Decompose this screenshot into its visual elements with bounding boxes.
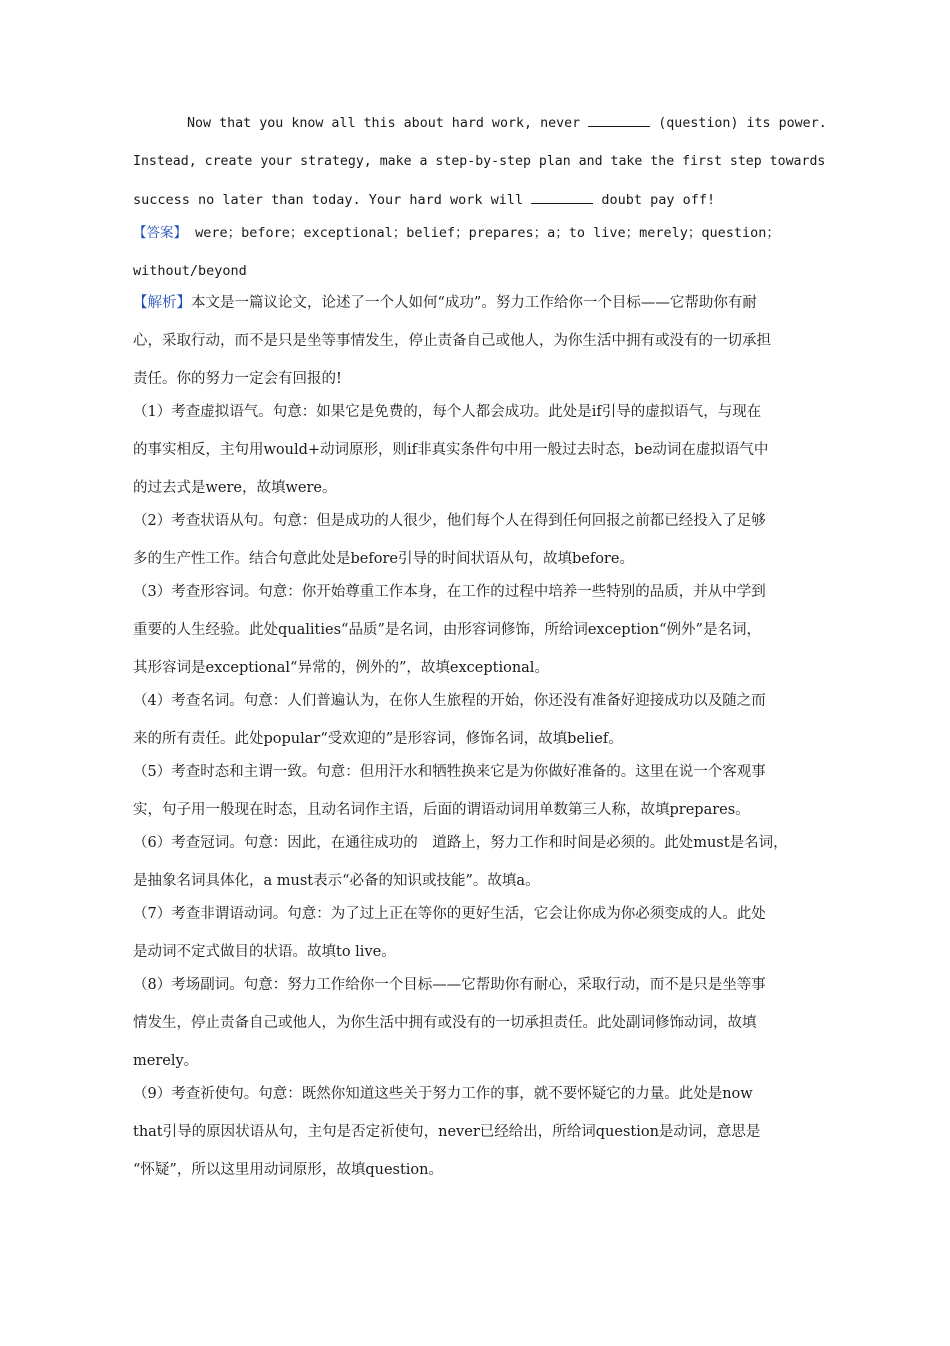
answer-line-2: without/beyond [133,263,247,279]
explanation-3-line-1: （3）考查形容词。句意：你开始尊重工作本身，在工作的过程中培养一些特别的品质，并从中学到 [133,584,766,600]
passage-text: Now that you know all this about hard work, never [187,116,589,131]
answer-blank [588,114,650,127]
explanation-8-line-2: 情发生，停止责备自己或他人，为你生活中拥有或没有的一切承担责任。此处副词修饰动词，故填 [133,1015,757,1031]
answer-blank [531,191,593,204]
analysis-tag: 【解析】 [133,295,191,311]
answer-tag: 【答案】 [133,225,187,241]
answer-line-1 [133,223,780,243]
explanation-8-line-1: （8）考场副词。句意：努力工作给你一个目标——它帮助你有耐心，采取行动，而不是只是坐等事 [133,977,766,993]
explanation-5-line-2: 实，句子用一般现在时态，且动名词作主语，后面的谓语动词用单数第三人称，故填prepares。 [133,802,750,818]
explanation-2-line-1: （2）考查状语从句。句意：但是成功的人很少，他们每个人在得到任何回报之前都已经投入了足够 [133,513,766,529]
passage-text: (question) its power. [650,116,827,131]
explanation-3-line-3: 其形容词是exceptional“异常的，例外的”，故填exceptional。 [133,660,549,676]
explanation-6-line-1: （6）考查冠词。句意：因此，在通往成功的 道路上，努力工作和时间是必须的。此处must是名词， [133,835,788,851]
explanation-1-line-1: （1）考查虚拟语气。句意：如果它是免费的，每个人都会成功。此处是if引导的虚拟语气，与现在 [133,404,762,420]
passage-line-2: Instead, create your strategy, make a step-by-step plan and take the first step towards [133,154,826,169]
passage-line-3 [133,190,715,210]
explanation-9-line-2: that引导的原因状语从句，主句是否定祈使句，never已经给出，所给词question是动词，意思是 [133,1124,761,1140]
analysis-line-2: 心，采取行动，而不是只是坐等事情发生，停止责备自己或他人，为你生活中拥有或没有的一切承担 [133,333,771,349]
passage-text: doubt pay off! [593,192,716,208]
explanation-7-line-1: （7）考查非谓语动词。句意：为了过上正在等你的更好生活，它会让你成为你必须变成的人。此处 [133,906,766,922]
passage-line-1 [187,114,827,134]
explanation-4-line-1: （4）考查名词。句意：人们普遍认为，在你人生旅程的开始，你还没有准备好迎接成功以及随之而 [133,693,766,709]
analysis-text: 本文是一篇议论文，论述了一个人如何“成功”。努力工作给你一个目标——它帮助你有耐 [191,295,757,311]
passage-text: success no later than today. Your hard work will [133,192,532,208]
explanation-5-line-1: （5）考查时态和主谓一致。句意：但用汗水和牺牲换来它是为你做好准备的。这里在说一个客观事 [133,764,766,780]
answer-text: were；before；exceptional；belief；prepares；a；to live；merely；question； [187,225,780,241]
explanation-1-line-2: 的事实相反，主句用would+动词原形，则if非真实条件句中用一般过去时态，be动词在虚拟语气中 [133,442,769,458]
analysis-line-3: 责任。你的努力一定会有回报的! [133,371,342,387]
analysis-line-1 [133,293,757,313]
explanation-9-line-1: （9）考查祈使句。句意：既然你知道这些关于努力工作的事，就不要怀疑它的力量。此处是now [133,1086,753,1102]
explanation-2-line-2: 多的生产性工作。结合句意此处是before引导的时间状语从句，故填before。 [133,551,634,567]
explanation-1-line-3: 的过去式是were，故填were。 [133,480,337,496]
explanation-8-line-3: merely。 [133,1053,199,1069]
explanation-6-line-2: 是抽象名词具体化，a must表示“必备的知识或技能”。故填a。 [133,873,540,889]
explanation-4-line-2: 来的所有责任。此处popular“受欢迎的”是形容词，修饰名词，故填belief。 [133,731,623,747]
explanation-7-line-2: 是动词不定式做目的状语。故填to live。 [133,944,396,960]
explanation-9-line-3: “怀疑”，所以这里用动词原形，故填question。 [133,1162,443,1178]
explanation-3-line-2: 重要的人生经验。此处qualities“品质”是名词，由形容词修饰，所给词exception“例外”是名词， [133,622,761,638]
